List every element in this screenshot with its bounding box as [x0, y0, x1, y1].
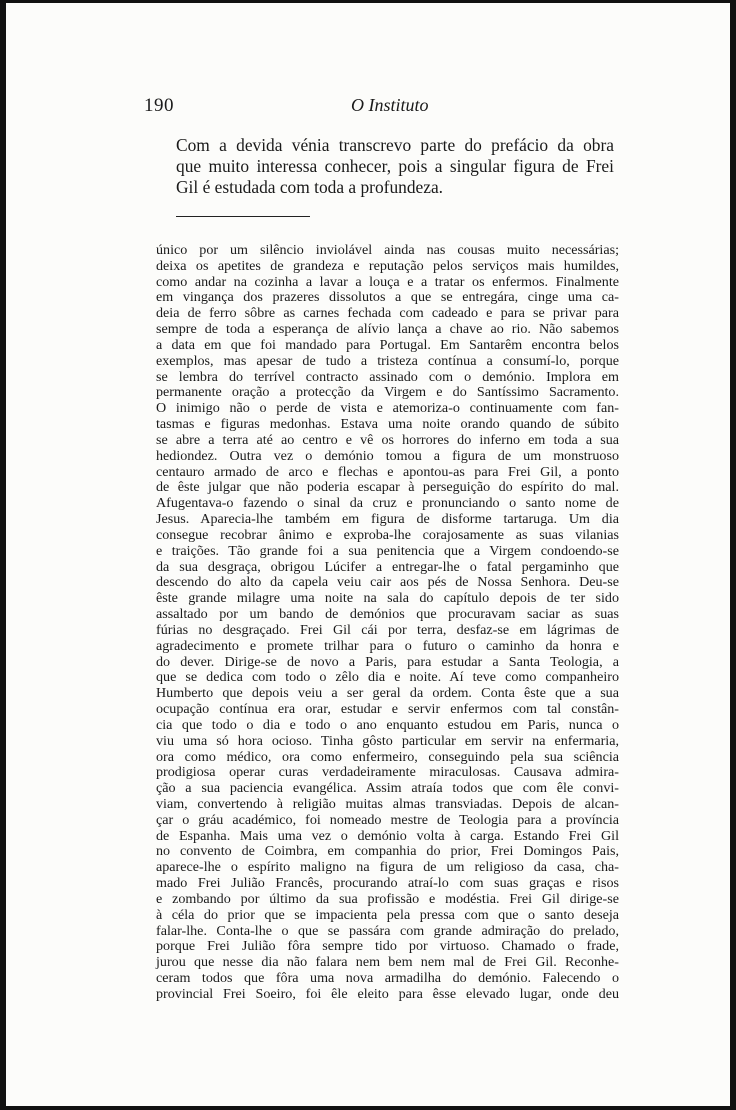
body-line: çar o gráu académico, foi nomeado mestre de Teologia para a província	[156, 811, 619, 828]
intro-line: que muito interessa conhecer, pois a singular figura de Frei	[176, 156, 614, 176]
intro-line: Gil é estudada com toda a profundeza.	[176, 177, 444, 197]
body-line: falar-lhe. Conta-lhe o que se passára com grande admiração do prelado,	[156, 922, 619, 939]
body-line: prodigiosa operar curas verdadeiramente miraculosas. Causava admira-	[156, 764, 619, 781]
body-line: se abre a terra até ao centro e vê os horrores do inferno em toda a sua	[156, 431, 619, 448]
body-line: fúrias no desgraçado. Frei Gil cái por terra, desfaz-se em lágrimas de	[156, 621, 619, 638]
body-line: deixa os apetites de grandeza e reputação pelos serviços mais humildes,	[156, 257, 619, 274]
body-line: provincial Frei Soeiro, foi êle eleito para êsse elevado lugar, onde deu	[156, 985, 619, 1002]
intro-paragraph	[176, 135, 614, 198]
body-line: descendo do alto da capela veiu cair aos pés de Nossa Senhora. Deu-se	[156, 574, 619, 591]
body-line: deia de ferro sôbre as carnes fechada com cadeado e para se privar para	[156, 305, 619, 322]
body-paragraph	[156, 243, 619, 1003]
body-line: como andar na cozinha a lavar a louça e a tratar os enfermos. Finalmente	[156, 273, 619, 290]
body-line: e zombando por último da sua profissão e modéstia. Frei Gil dirige-se	[156, 890, 619, 907]
page-header	[144, 95, 616, 119]
body-line: ção a sua paciencia evangélica. Assim atraía todos que com êle convi-	[156, 780, 619, 797]
body-line: de Espanha. Mais uma vez o demónio volta à carga. Estando Frei Gil	[156, 827, 619, 844]
body-line: permanente oração a protecção da Virgem e do Santíssimo Sacramento.	[156, 384, 619, 401]
body-line: em vingança dos prazeres dissolutos a que se entregára, cinge uma ca-	[156, 289, 619, 306]
body-line: viu uma só hora ocioso. Tinha gôsto particular em servir na enfermaria,	[156, 732, 619, 749]
body-line: a data em que foi mandado para Portugal. Em Santarêm encontra belos	[156, 336, 619, 353]
body-line: se lembra do terrível contracto assinado com o demónio. Implora em	[156, 368, 619, 385]
body-line: Afugentava-o fazendo o sinal da cruz e pronunciando o santo nome de	[156, 495, 619, 512]
body-line: êste grande milagre uma noite na sala do capítulo depois de ter sido	[156, 590, 619, 607]
body-line: tasmas e figuras medonhas. Estava uma noite orando quando de súbito	[156, 416, 619, 433]
page-number: 190	[144, 95, 174, 116]
body-line: exemplos, mas apesar de tudo a tristeza contínua a consumí-lo, porque	[156, 352, 619, 369]
body-line: aparece-lhe o espírito maligno na figura de um religioso da casa, cha-	[156, 859, 619, 876]
body-line: Jesus. Aparecia-lhe também em figura de disforme tartaruga. Um dia	[156, 511, 619, 528]
body-line: e traições. Tão grande foi a sua penitencia que a Virgem condoendo-se	[156, 542, 619, 559]
body-line: hediondez. Outra vez o demónio tomou a figura de um monstruoso	[156, 447, 619, 464]
body-line: da sua desgraça, obrigou Lúcifer a entregar-lhe o fatal pergaminho que	[156, 558, 619, 575]
body-line: do dever. Dirige-se de novo a Paris, para estudar a Santa Teologia, a	[156, 653, 619, 670]
body-line: jurou que nesse dia não falara nem bem nem mal de Frei Gil. Reconhe-	[156, 954, 619, 971]
body-line: Humberto que depois veiu a ser geral da ordem. Conta êste que a sua	[156, 685, 619, 702]
body-line: ceram todos que fôra uma nova armadilha do demónio. Falecendo o	[156, 970, 619, 987]
body-line: centauro armado de arco e flechas e apontou-as para Frei Gil, a ponto	[156, 463, 619, 480]
body-line: cia que todo o dia e todo o ano enquanto estudou em Paris, nunca o	[156, 716, 619, 733]
body-line: sempre de toda a esperança de alívio lança a chave ao rio. Não sabemos	[156, 321, 619, 338]
body-line: ocupação contínua era orar, estudar e servir enfermos com tal constân-	[156, 701, 619, 718]
body-line: no convento de Coimbra, em companhia do prior, Frei Domingos Pais,	[156, 843, 619, 860]
body-line: O inimigo não o perde de vista e atemoriza-o continuamente com fan-	[156, 400, 619, 417]
running-title: O Instituto	[351, 95, 429, 115]
body-line: agradecimento e promete trilhar para o futuro o caminho da honra e	[156, 637, 619, 654]
body-line: viam, convertendo à religião muitas almas transviadas. Depois de alcan-	[156, 795, 619, 812]
intro-line: Com a devida vénia transcrevo parte do prefácio da obra	[176, 135, 614, 155]
body-line: à céla do prior que se impacienta pela pressa com que o santo deseja	[156, 906, 619, 923]
body-line: ora como médico, ora como enfermeiro, conseguindo pela sua sciência	[156, 748, 619, 765]
body-line: que se dedica com todo o zêlo dia e noite. Aí teve como companheiro	[156, 669, 619, 686]
body-line: assaltado por um bando de demónios que procuravam saciar as suas	[156, 606, 619, 623]
body-line: consegue recobrar ânimo e exproba-lhe corajosamente as suas vilanias	[156, 526, 619, 543]
body-line: mado Frei Julião Francês, procurando atraí-lo com suas graças e risos	[156, 875, 619, 892]
separator-rule	[176, 216, 310, 217]
body-line: único por um silêncio inviolável ainda nas cousas muito necessárias;	[156, 242, 619, 258]
body-line: porque Frei Julião fôra sempre tido por virtuoso. Chamado o frade,	[156, 938, 619, 955]
body-line: de êste julgar que não poderia escapar à perseguição do espírito do mal.	[156, 479, 619, 496]
